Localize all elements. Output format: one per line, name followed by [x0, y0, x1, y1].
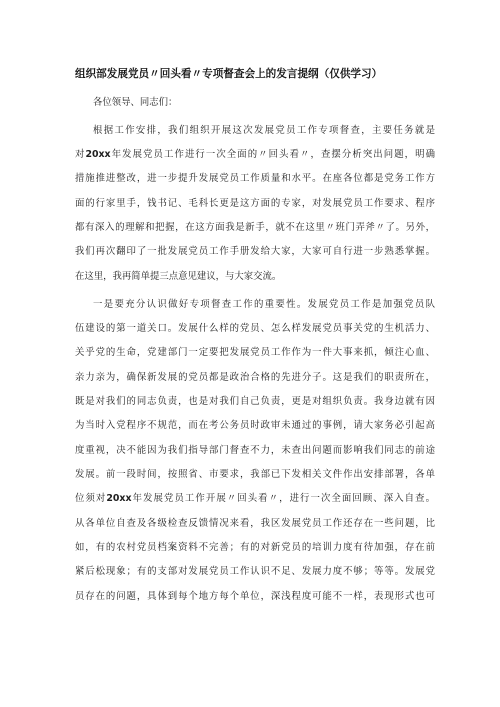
salutation: 各位领导、同志们： — [93, 97, 178, 108]
body-line: 都有深入的理解和把握，在这方面我是新手，就不在这里〃班门弄斧〃了。另外， — [75, 222, 435, 233]
document-title: 组织部发展党员〃回头看〃专项督查会上的发言提纲（仅供学习） — [75, 68, 383, 80]
year-text: 20xx — [106, 493, 132, 504]
year-text: 20xx — [85, 149, 111, 160]
body-line: 如，有的农村党员档案资料不完善；有的对新党员的培训力度有待加强，存在前 — [75, 542, 435, 553]
body-line: 为当时入党程序不规范，而在考公务员时政审未通过的事例，请大家务必引起高 — [75, 420, 435, 431]
body-line: 亲力亲为，确保新发展的党员都是政治合格的先进分子。这是我们的职责所在， — [75, 372, 435, 383]
body-line: 根据工作安排，我们组织开展这次发展党员工作专项督查，主要任务就是 — [93, 125, 435, 136]
body-line: 从各单位自查及各级检查反馈情况来看，我区发展党员工作还存在一些问题，比 — [75, 518, 435, 529]
body-line: 发展。前一段时间，按照省、市要求，我部已下发相关文件作出安排部署，各单 — [75, 469, 435, 480]
body-line: 员存在的问题，具体到每个地方每个单位，深浅程度可能不一样，表现形式也可 — [75, 591, 435, 602]
body-line: 我们再次翻印了一批发展党员工作手册发给大家，大家可自行进一步熟悉掌握。 — [75, 246, 435, 257]
body-line: 既是对我们的同志负责，也是对我们自己负责，更是对组织负责。我身边就有因 — [75, 396, 435, 407]
body-line: 在这里，我再简单提三点意见建议，与大家交流。 — [75, 271, 282, 282]
body-line: 紧后松现象；有的支部对发展党员工作认识不足、发展力度不够；等等。发展党 — [75, 566, 435, 577]
body-line: 伍建设的第一道关口。发展什么样的党员、怎么样发展党员事关党的生机活力、 — [75, 323, 435, 334]
body-line: 一是要充分认识做好专项督查工作的重要性。发展党员工作是加强党员队 — [93, 299, 435, 310]
body-line: 面的行家里手，钱书记、毛科长更是这方面的专家，对发展党员工作要求、程序 — [75, 198, 435, 209]
body-line: 对20xx年发展党员工作进行一次全面的〃回头看〃，查摆分析突出问题，明确 — [75, 149, 435, 160]
body-line: 位须对20xx年发展党员工作开展〃回头看〃，进行一次全面回顾、深入自查。 — [75, 493, 435, 504]
body-line: 关乎党的生命，党建部门一定要把发展党员工作作为一件大事来抓，倾注心血、 — [75, 347, 435, 358]
body-line: 度重视，决不能因为我们指导部门督查不力，未查出问题而影响我们同志的前途 — [75, 445, 435, 456]
body-line: 措施推进整改，进一步提升发展党员工作质量和水平。在座各位都是党务工作方 — [75, 173, 435, 184]
